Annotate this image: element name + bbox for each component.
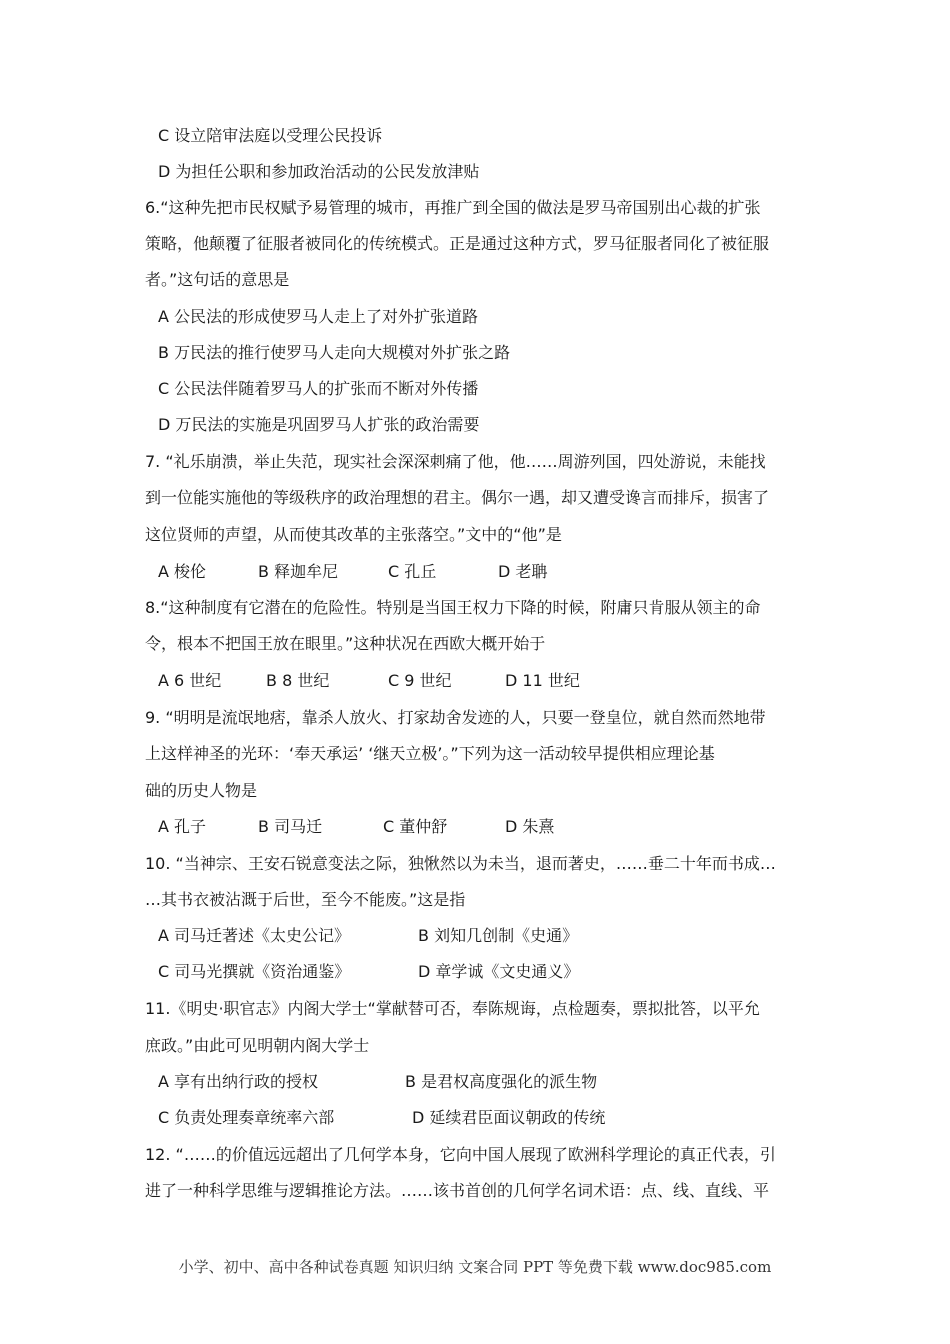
q10-option-b: B 刘知几创制《史通》 (418, 926, 579, 945)
q12-stem-line-2: 进了一种科学思维与逻辑推论方法。……该书首创的几何学名词术语：点、线、直线、平 (145, 1181, 770, 1200)
q7-option-b: B 释迦牟尼 (258, 562, 339, 581)
q10-option-d: D 章学诚《文史通义》 (418, 962, 580, 981)
q6-option-d: D 万民法的实施是巩固罗马人扩张的政治需要 (158, 415, 480, 434)
q9-option-d: D 朱熹 (505, 817, 555, 836)
q11-stem-line-2: 庶政。”由此可见明朝内阁大学士 (145, 1036, 370, 1055)
q8-option-b: B 8 世纪 (266, 671, 330, 690)
q6-stem-line-3: 者。”这句话的意思是 (145, 270, 290, 289)
q8-stem-line-2: 令，根本不把国王放在眼里。”这种状况在西欧大概开始于 (145, 634, 546, 653)
q6-stem-line-1: 6.“这种先把市民权赋予易管理的城市，再推广到全国的做法是罗马帝国别出心裁的扩张 (145, 198, 761, 217)
q9-option-b: B 司马迁 (258, 817, 323, 836)
q6-option-b: B 万民法的推行使罗马人走向大规模对外扩张之路 (158, 343, 511, 362)
q9-stem-line-3: 础的历史人物是 (145, 781, 258, 800)
q8-option-a: A 6 世纪 (158, 671, 222, 690)
q11-option-c: C 负责处理奏章统率六部 (158, 1108, 335, 1127)
q7-option-c: C 孔丘 (388, 562, 437, 581)
q5-option-d: D 为担任公职和参加政治活动的公民发放津贴 (158, 162, 480, 181)
q11-option-a: A 享有出纳行政的授权 (158, 1072, 319, 1091)
q11-option-b: B 是君权高度强化的派生物 (405, 1072, 598, 1091)
q6-stem-line-2: 策略，他颠覆了征服者被同化的传统模式。正是通过这种方式，罗马征服者同化了被征服 (145, 234, 770, 253)
q9-stem-line-2: 上这样神圣的光环：‘奉天承运’ ‘继天立极’。”下列为这一活动较早提供相应理论基 (145, 744, 715, 763)
q10-option-a: A 司马迁著述《太史公记》 (158, 926, 351, 945)
q9-option-c: C 董仲舒 (383, 817, 448, 836)
q10-stem-line-1: 10. “当神宗、王安石锐意变法之际，独愀然以为未当，退而著史，……垂二十年而书成… (145, 854, 776, 873)
q6-option-c: C 公民法伴随着罗马人的扩张而不断对外传播 (158, 379, 479, 398)
q7-option-d: D 老聃 (498, 562, 548, 581)
page-footer: 小学、初中、高中各种试卷真题 知识归纳 文案合同 PPT 等免费下载 www.doc985.com (178, 1258, 772, 1276)
q8-option-d: D 11 世纪 (505, 671, 580, 690)
q7-stem-line-3: 这位贤师的声望，从而使其改革的主张落空。”文中的“他”是 (145, 525, 562, 544)
q8-option-c: C 9 世纪 (388, 671, 452, 690)
q5-option-c: C 设立陪审法庭以受理公民投诉 (158, 126, 383, 145)
q10-stem-line-2: …其书衣被沾溉于后世，至今不能废。”这是指 (145, 890, 466, 909)
q12-stem-line-1: 12. “……的价值远远超出了几何学本身，它向中国人展现了欧洲科学理论的真正代表，引 (145, 1145, 776, 1164)
q8-stem-line-1: 8.“这种制度有它潜在的危险性。特别是当国王权力下降的时候，附庸只肯服从领主的命 (145, 598, 761, 617)
q10-option-c: C 司马光撰就《资治通鉴》 (158, 962, 351, 981)
q6-option-a: A 公民法的形成使罗马人走上了对外扩张道路 (158, 307, 479, 326)
q9-option-a: A 孔子 (158, 817, 207, 836)
q7-option-a: A 梭伦 (158, 562, 207, 581)
q11-option-d: D 延续君臣面议朝政的传统 (412, 1108, 606, 1127)
q9-stem-line-1: 9. “明明是流氓地痞，靠杀人放火、打家劫舍发迹的人，只要一登皇位，就自然而然地带 (145, 708, 766, 727)
q11-stem-line-1: 11.《明史·职官志》内阁大学士“掌献替可否，奉陈规诲，点检题奏，票拟批答，以平允 (145, 999, 760, 1018)
q7-stem-line-1: 7. “礼乐崩溃，举止失范，现实社会深深刺痛了他，他……周游列国，四处游说，未能找 (145, 452, 766, 471)
q7-stem-line-2: 到一位能实施他的等级秩序的政治理想的君主。偶尔一遇，却又遭受谗言而排斥，损害了 (145, 488, 770, 507)
